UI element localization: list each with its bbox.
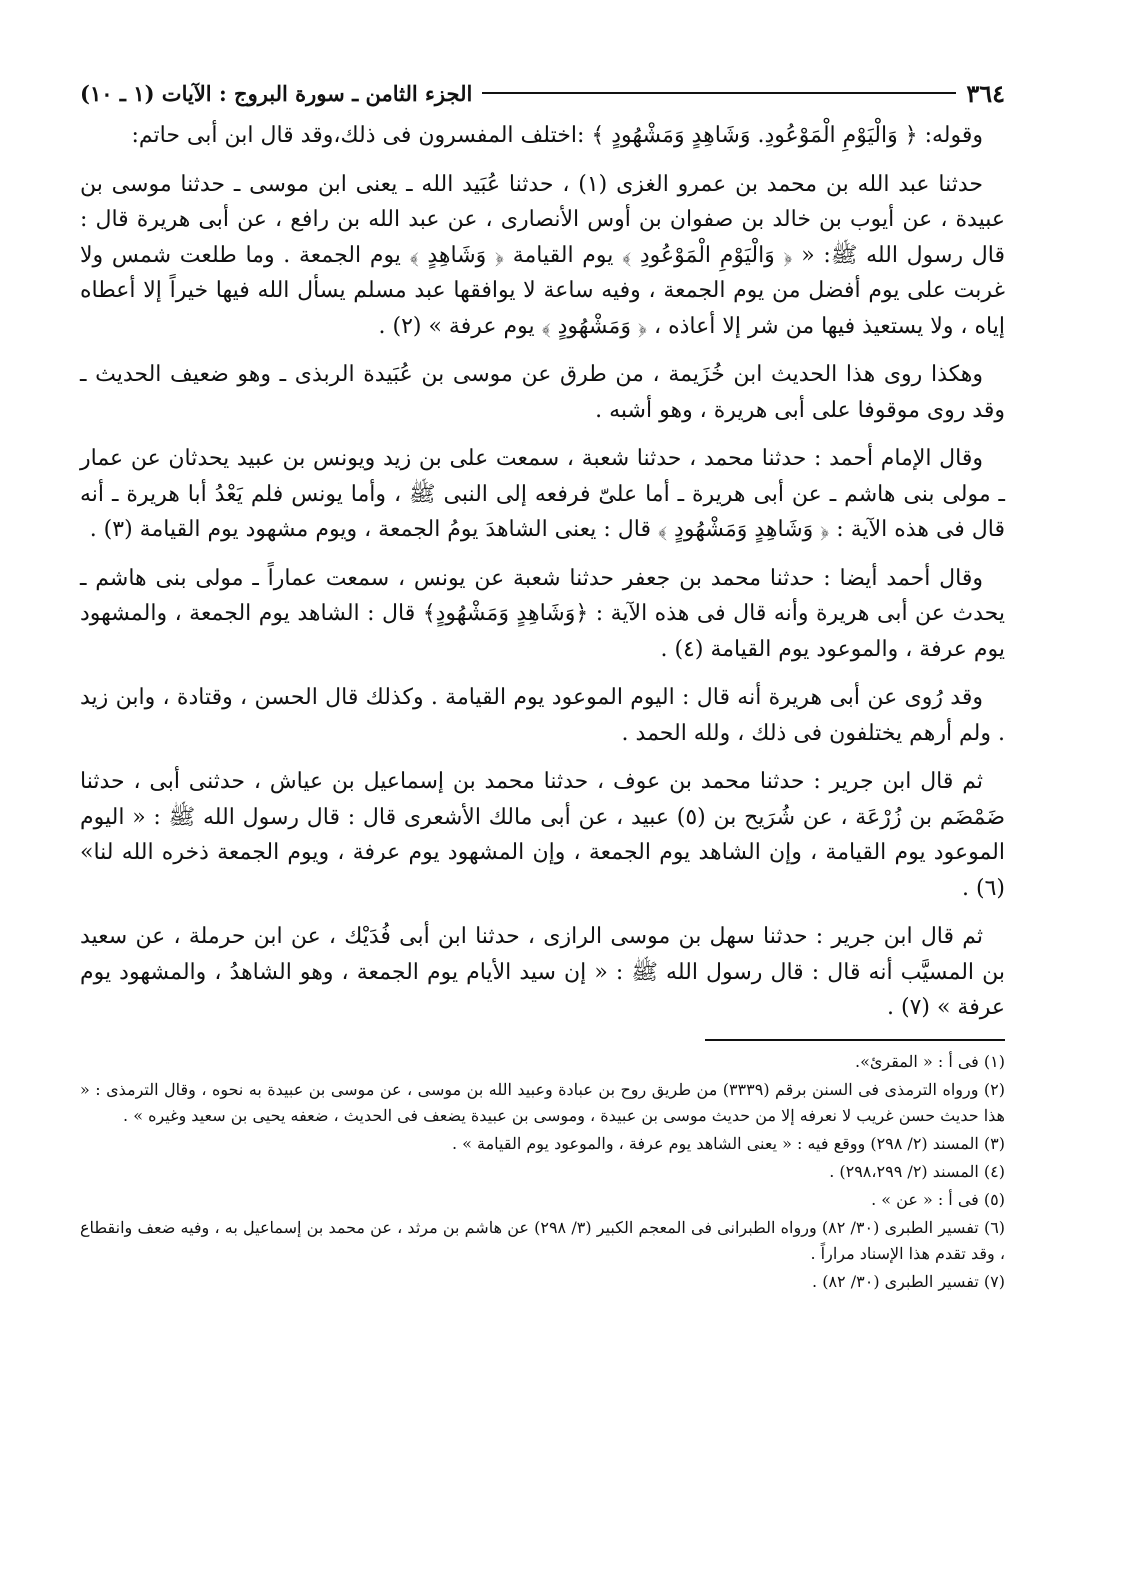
footnote-separator — [705, 1039, 1005, 1041]
page-number: ٣٦٤ — [966, 78, 1005, 108]
footnote: (٦) تفسير الطبرى (٣٠/ ٨٢) ورواه الطبرانى فى المعجم الكبير (٣/ ٢٩٨) عن هاشم بن مرثد ، عن محمد بن إسماعيل به ، وفيه ضعف وانقطاع ، وقد تقدم هذا الإسناد مراراً . — [80, 1217, 1006, 1263]
paragraph: وقال أحمد أيضا : حدثنا محمد بن جعفر حدثنا شعبة عن يونس ، سمعت عماراً ـ مولى بنى هاشم ـ يحدث عن أبى هريرة وأنه قال فى هذه الآية : ﴿وَشَاهِدٍ وَمَشْهُودٍ﴾ قال : الشاهد يوم الجمعة ، والمشهود يوم عرفة ، والموعود يوم القيامة (٤) . — [80, 565, 1005, 662]
paragraph: وقوله: ﴿ وَالْيَوْمِ الْمَوْعُودِ. وَشَاهِدٍ وَمَشْهُودٍ ﴾ :اختلف المفسرون فى ذلك،وقد قال ابن أبى حاتم: — [131, 123, 983, 148]
paragraph: وقد رُوى عن أبى هريرة أنه قال : اليوم الموعود يوم القيامة . وكذلك قال الحسن ، وقتادة ، وابن زيد . ولم أرهم يختلفون فى ذلك ، ولله الحمد . — [80, 685, 1005, 746]
paragraph: وقال الإمام أحمد : حدثنا محمد ، حدثنا شعبة ، سمعت على بن زيد ويونس بن عبيد يحدثان عن عمار ـ مولى بنى هاشم ـ عن أبى هريرة ـ أما علىّ فرفعه إلى النبى ﷺ ، وأما يونس فلم يَعْدُ أبا هريرة ـ أنه قال فى هذه الآية : ﴿ وَشَاهِدٍ وَمَشْهُودٍ ﴾ قال : يعنى الشاهدَ يومُ الجمعة ، ويوم مشهود يوم القيامة (٣) . — [80, 446, 1005, 542]
header-rule — [482, 92, 956, 94]
page — [80, 74, 1005, 1297]
footnote: (٤) المسند (٢/ ٢٩٨،٢٩٩) . — [829, 1161, 1005, 1181]
footnote: (٣) المسند (٢/ ٢٩٨) ووقع فيه : « يعنى الشاهد يوم عرفة ، والموعود يوم القيامة » . — [451, 1133, 1005, 1153]
running-title: الجزء الثامن ـ سورة البروج : الآيات (١ ـ ١٠) — [80, 80, 473, 106]
footnote: (٥) فى أ : « عن » . — [871, 1189, 1005, 1209]
footnote: (٢) ورواه الترمذى فى السنن برقم (٣٣٣٩) من طريق روح بن عبادة وعبيد الله بن موسى ، عن موسى بن عبيدة به نحوه ، وقال الترمذى : « هذا حديث حسن غريب لا نعرفه إلا من حديث موسى بن عبيدة ، وموسى بن عبيدة يضعف فى الحديث ، ضعفه يحيى بن سعيد وغيره » . — [80, 1079, 1005, 1125]
paragraph: ثم قال ابن جرير : حدثنا سهل بن موسى الرازى ، حدثنا ابن أبى فُدَيْك ، عن ابن حرملة ، عن سعيد بن المسيَّب أنه قال : قال رسول الله ﷺ : « إن سيد الأيام يوم الجمعة ، وهو الشاهدُ ، والمشهود يوم عرفة » (٧) . — [80, 924, 1005, 1020]
paragraph: حدثنا عبد الله بن محمد بن عمرو الغزى (١) ، حدثنا عُبَيد الله ـ يعنى ابن موسى ـ حدثنا موسى بن عبيدة ، عن أيوب بن خالد بن صفوان بن أوس الأنصارى ، عن عبد الله بن رافع ، عن أبى هريرة قال : قال رسول الله ﷺ: « ﴿ وَالْيَوْمِ الْمَوْعُودِ ﴾ يوم القيامة ﴿ وَشَاهِدٍ ﴾ يوم الجمعة . وما طلعت شمس ولا غربت على يوم أفضل من يوم الجمعة ، وفيه ساعة لا يوافقها عبد مسلم يسأل الله فيها خيراً إلا أعطاه إياه ، ولا يستعيذ فيها من شر إلا أعاذه ، ﴿ وَمَشْهُودٍ ﴾ يوم عرفة » (٢) . — [80, 171, 1005, 339]
running-header — [80, 74, 1005, 112]
paragraph: وهكذا روى هذا الحديث ابن خُزَيمة ، من طرق عن موسى بن عُبَيدة الربذى ـ وهو ضعيف الحديث ـ وقد روى موقوفا على أبى هريرة ، وهو أشبه . — [80, 362, 1005, 423]
paragraph: ثم قال ابن جرير : حدثنا محمد بن عوف ، حدثنا محمد بن إسماعيل بن عياش ، حدثنى أبى ، حدثنا ضَمْضَم بن زُرْعَة ، عن شُرَيح بن (٥) عبيد ، عن أبى مالك الأشعرى قال : قال رسول الله ﷺ : « اليوم الموعود يوم القيامة ، وإن الشاهد يوم الجمعة ، وإن المشهود يوم عرفة ، ويوم الجمعة ذخره الله لنا» (٦) . — [80, 769, 1005, 901]
footnotes — [80, 1049, 1005, 1295]
footnote: (٧) تفسير الطبرى (٣٠/ ٨٢) . — [812, 1271, 1005, 1291]
body-text — [80, 118, 1005, 1026]
footnote: (١) فى أ : « المقرئ». — [854, 1051, 1005, 1071]
